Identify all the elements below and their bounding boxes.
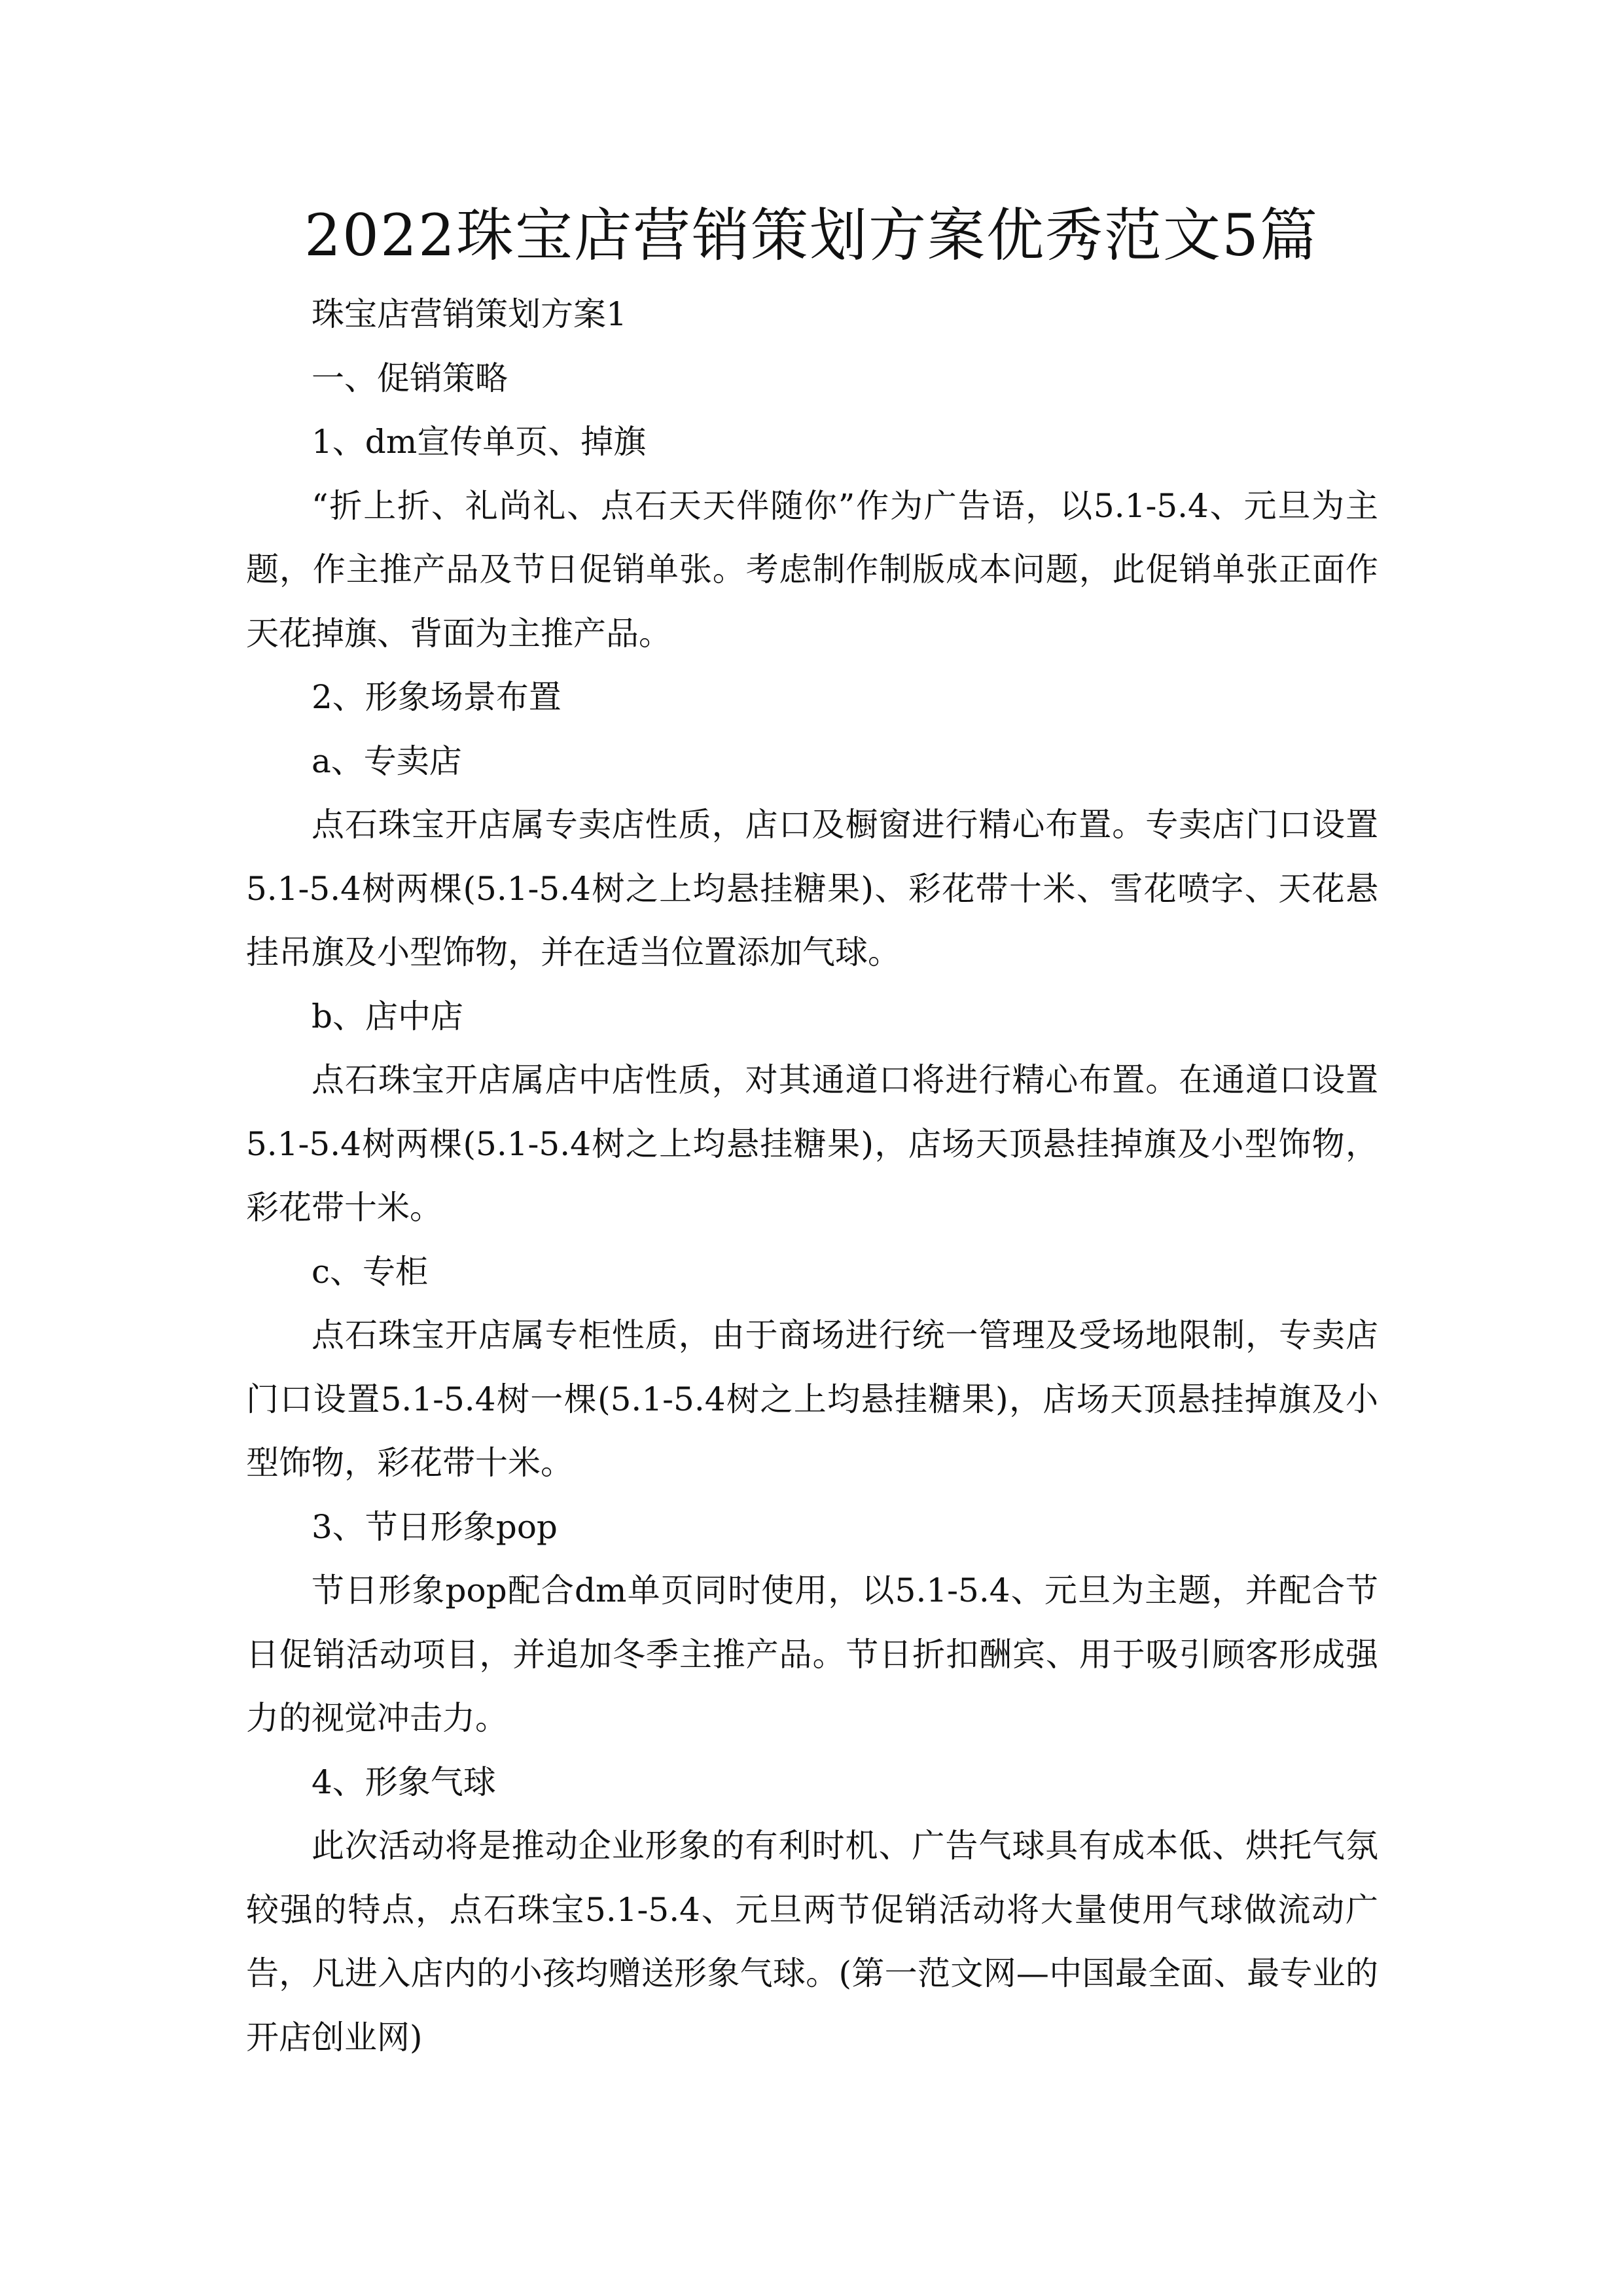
- paragraph-heading-promotion-strategy: 一、促销策略: [312, 359, 508, 397]
- paragraph-subheading-balloons: 4、形象气球: [312, 1763, 496, 1801]
- paragraph-subheading-counter: c、专柜: [312, 1252, 429, 1291]
- paragraph-subheading-flagship-store: a、专卖店: [312, 742, 462, 780]
- paragraph-subheading-dm-flyer: 1、dm宣传单页、掉旗: [312, 423, 647, 461]
- paragraph-holiday-pop-body: 节日形象pop配合dm单页同时使用，以5.1-5.4、元旦为主题，并配合节日促销活动项目，并追加冬季主推产品。节日折扣酬宾、用于吸引顾客形成强力的视觉冲击力。: [246, 1571, 1378, 1737]
- document-body: [246, 283, 1378, 2070]
- paragraph-subheading-holiday-pop: 3、节日形象pop: [312, 1507, 558, 1546]
- paragraph-section-heading: 珠宝店营销策划方案1: [312, 295, 627, 333]
- paragraph-store-in-store-body: 点石珠宝开店属店中店性质，对其通道口将进行精心布置。在通道口设置5.1-5.4树两棵(5.1-5.4树之上均悬挂糖果)，店场天顶悬挂掉旗及小型饰物，彩花带十米。: [246, 1061, 1378, 1227]
- paragraph-counter-body: 点石珠宝开店属专柜性质，由于商场进行统一管理及受场地限制，专卖店门口设置5.1-5.4树一棵(5.1-5.4树之上均悬挂糖果)，店场天顶悬挂掉旗及小型饰物，彩花带十米。: [246, 1316, 1378, 1482]
- paragraph-subheading-store-in-store: b、店中店: [312, 997, 464, 1035]
- paragraph-flagship-store-body: 点石珠宝开店属专卖店性质，店口及橱窗进行精心布置。专卖店门口设置5.1-5.4树两棵(5.1-5.4树之上均悬挂糖果)、彩花带十米、雪花喷字、天花悬挂吊旗及小型饰物，并在适当位置添加气球。: [246, 806, 1378, 971]
- paragraph-subheading-scene-layout: 2、形象场景布置: [312, 678, 562, 716]
- document-title: 2022珠宝店营销策划方案优秀范文5篇: [304, 202, 1319, 269]
- paragraph-balloons-body: 此次活动将是推动企业形象的有利时机、广告气球具有成本低、烘托气氛较强的特点，点石珠宝5.1-5.4、元旦两节促销活动将大量使用气球做流动广告，凡进入店内的小孩均赠送形象气球。(第一范文网—中国最全面、最专业的开店创业网): [246, 1827, 1378, 2056]
- paragraph-dm-flyer-body: “折上折、礼尚礼、点石天天伴随你”作为广告语，以5.1-5.4、元旦为主题，作主推产品及节日促销单张。考虑制作制版成本问题，此促销单张正面作天花掉旗、背面为主推产品。: [246, 486, 1378, 653]
